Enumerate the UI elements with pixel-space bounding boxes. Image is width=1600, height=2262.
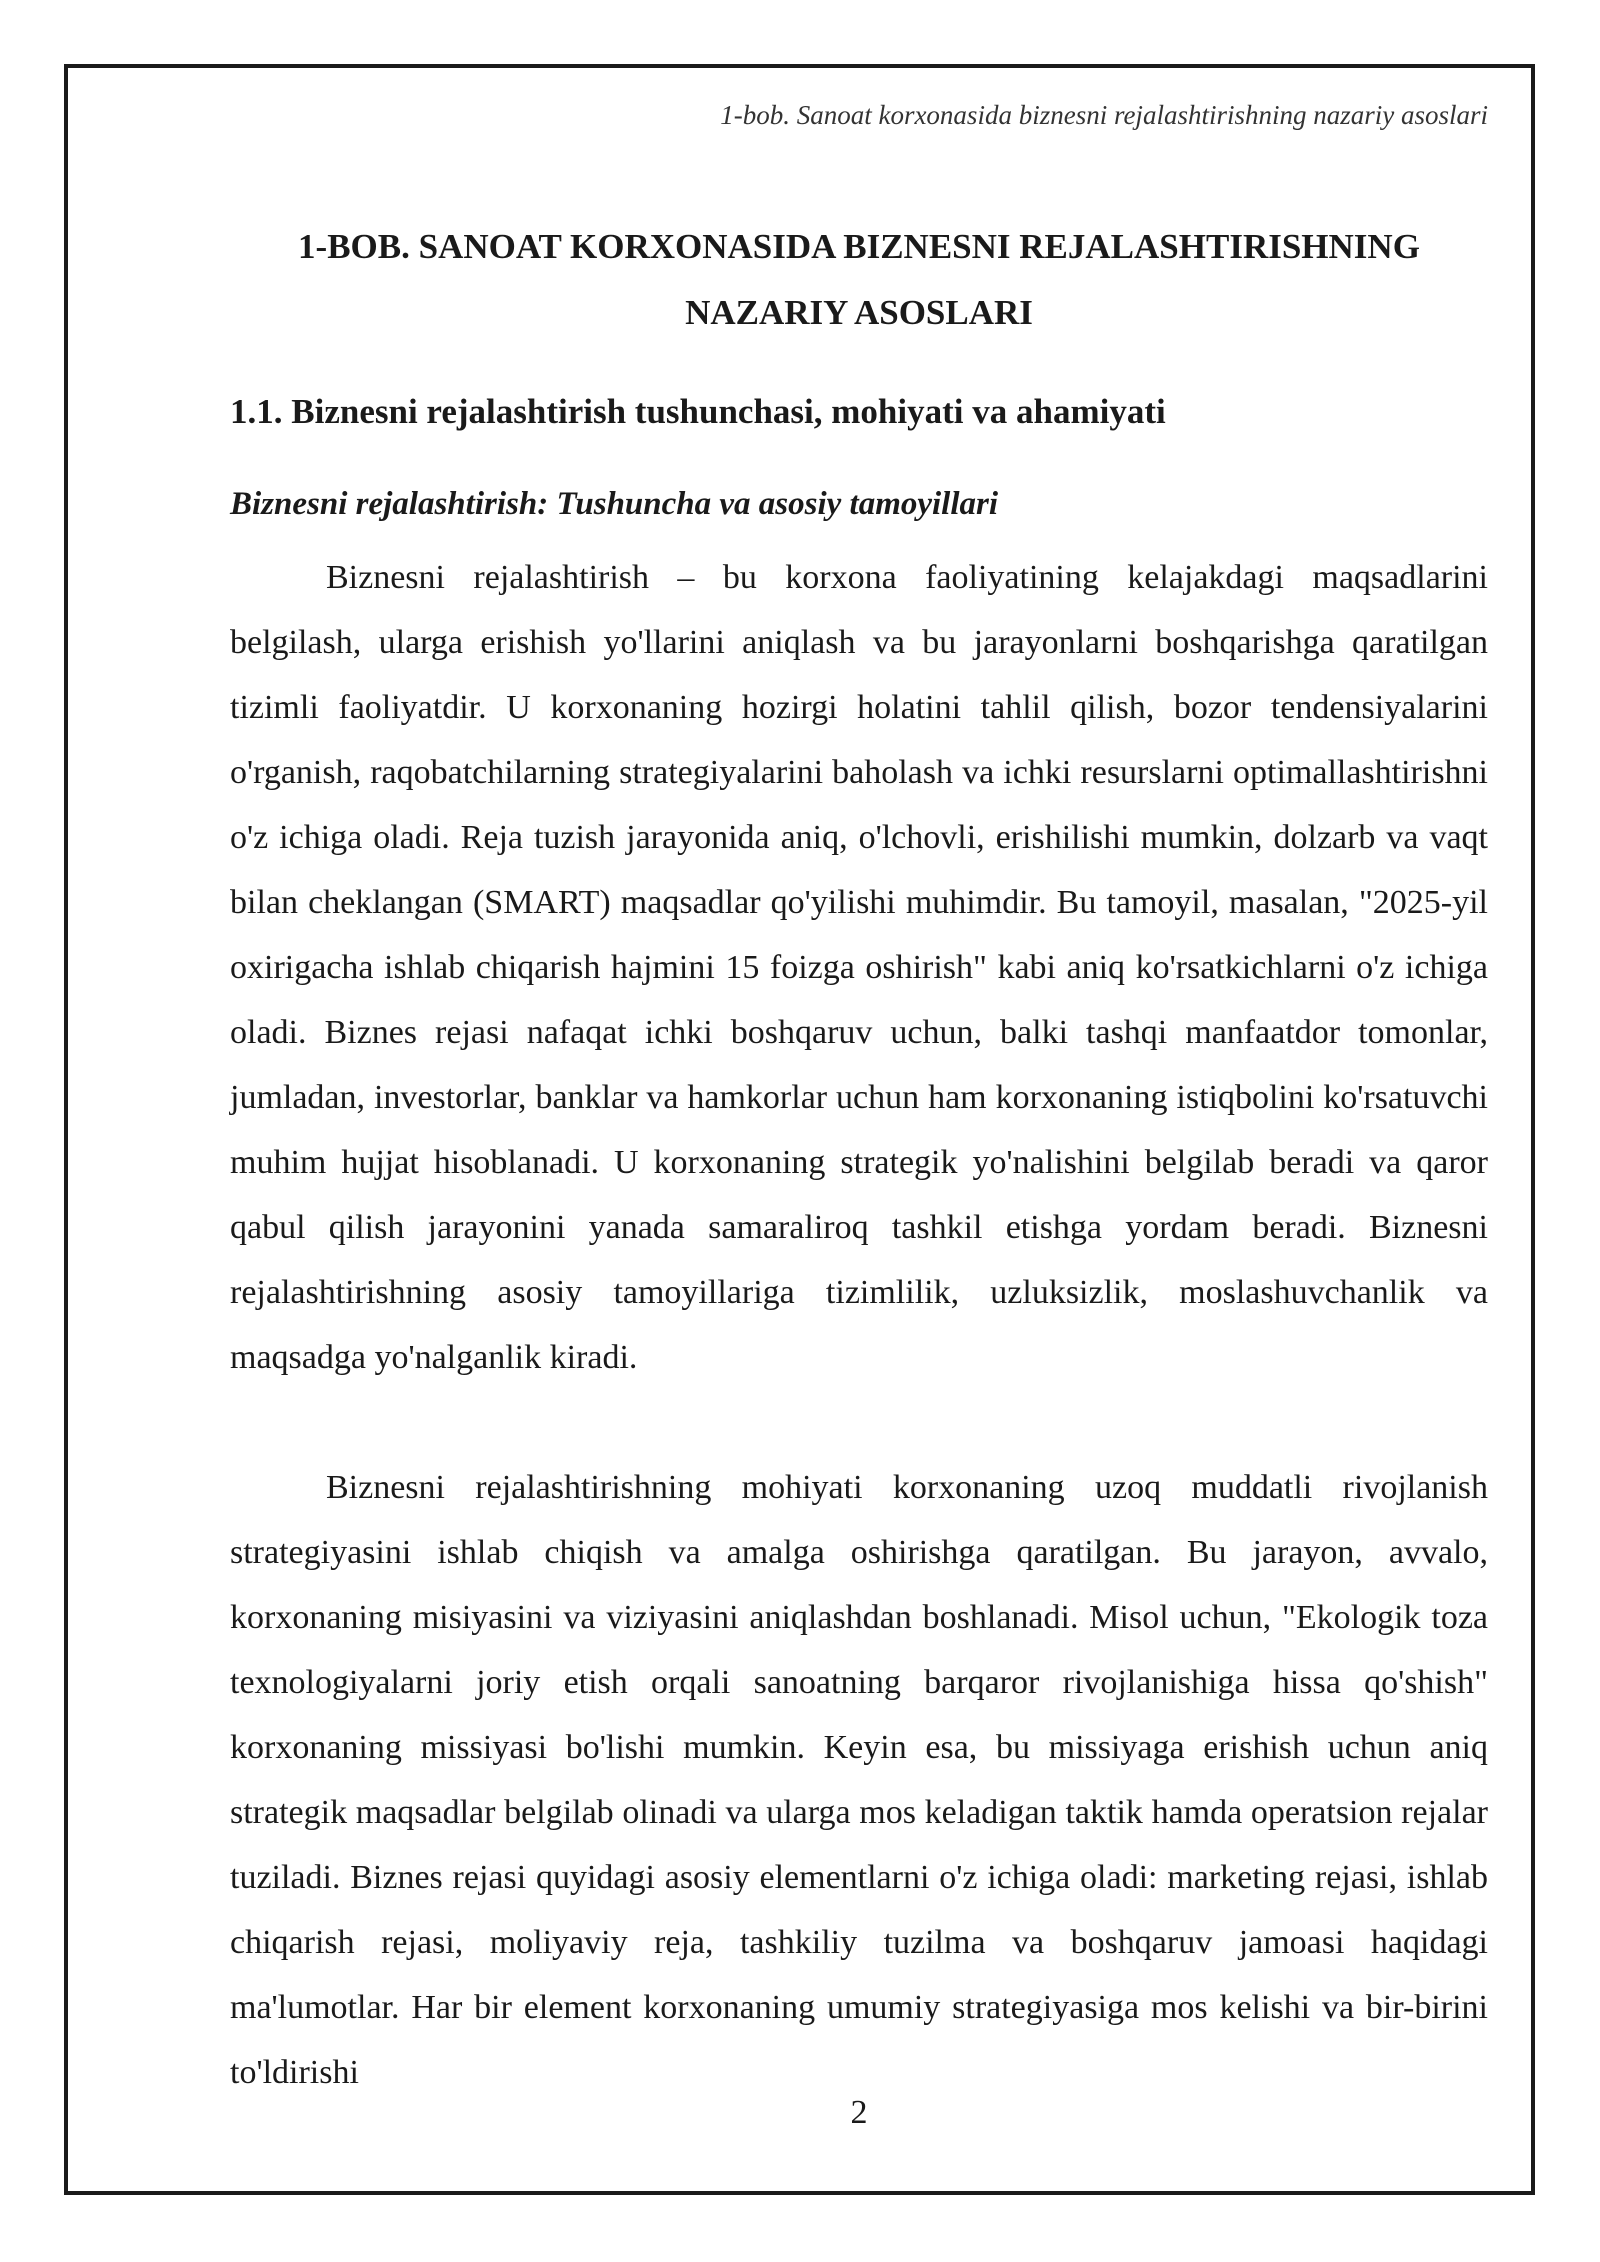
body-paragraph: Biznesni rejalashtirish – bu korxona faoliyatining kelajakdagi maqsadlarini belgilash, ularga erishish yo'llarini aniqlash va bu jarayonlarni boshqarishga qaratilgan tizimli faoliyatdir. U korxonaning hozirgi holatini tahlil qilish, bozor tendensiyalarini o'rganish, raqobatchilarning strategiyalarini baholash va ichki resurslarni optimallashtirishni o'z ichiga oladi. Reja tuzish jarayonida aniq, o'lchovli, erishilishi mumkin, dolzarb va vaqt bilan cheklangan (SMART) maqsadlar qo'yilishi muhimdir. Bu tamoyil, masalan, "2025-yil oxirigacha ishlab chiqarish hajmini 15 foizga oshirish" kabi aniq ko'rsatkichlarni o'z ichiga oladi. Biznes rejasi nafaqat ichki boshqaruv uchun, balki tashqi manfaatdor tomonlar, jumladan, investorlar, banklar va hamkorlar uchun ham korxonaning istiqbolini ko'rsatuvchi muhim hujjat hisoblanadi. U korxonaning strategik yo'nalishini belgilab beradi va qaror qabul qilish jarayonini yanada samaraliroq tashkil etishga yordam beradi. Biznesni rejalashtirishning asosiy tamoyillariga tizimlilik, uzluksizlik, moslashuvchanlik va maqsadga yo'nalganlik kiradi.	[230, 559, 1488, 1376]
subsection-heading: Biznesni rejalashtirish: Tushuncha va asosiy tamoyillari	[230, 486, 999, 522]
chapter-title	[230, 214, 1488, 346]
page-number: 2	[850, 2094, 868, 2131]
section-heading: 1.1. Biznesni rejalashtirish tushunchasi, mohiyati va ahamiyati	[230, 392, 1166, 431]
chapter-title-line-2: NAZARIY ASOSLARI	[685, 293, 1033, 332]
chapter-title-line-1: 1-BOB. SANOAT KORXONASIDA BIZNESNI REJALASHTIRISHNING	[298, 227, 1420, 266]
running-header: 1-bob. Sanoat korxonasida biznesni rejalashtirishning nazariy asoslari	[720, 100, 1488, 130]
body-paragraph: Biznesni rejalashtirishning mohiyati korxonaning uzoq muddatli rivojlanish strategiyasini ishlab chiqish va amalga oshirishga qaratilgan. Bu jarayon, avvalo, korxonaning misiyasini va viziyasini aniqlashdan boshlanadi. Misol uchun, "Ekologik toza texnologiyalarni joriy etish orqali sanoatning barqaror rivojlanishiga hissa qo'shish" korxonaning missiyasi bo'lishi mumkin. Keyin esa, bu missiyaga erishish uchun aniq strategik maqsadlar belgilab olinadi va ularga mos keladigan taktik hamda operatsion rejalar tuziladi. Biznes rejasi quyidagi asosiy elementlarni o'z ichiga oladi: marketing rejasi, ishlab chiqarish rejasi, moliyaviy reja, tashkiliy tuzilma va boshqaruv jamoasi haqidagi ma'lumotlar. Har bir element korxonaning umumiy strategiyasiga mos kelishi va bir-birini to'ldirishi	[230, 1469, 1488, 2091]
